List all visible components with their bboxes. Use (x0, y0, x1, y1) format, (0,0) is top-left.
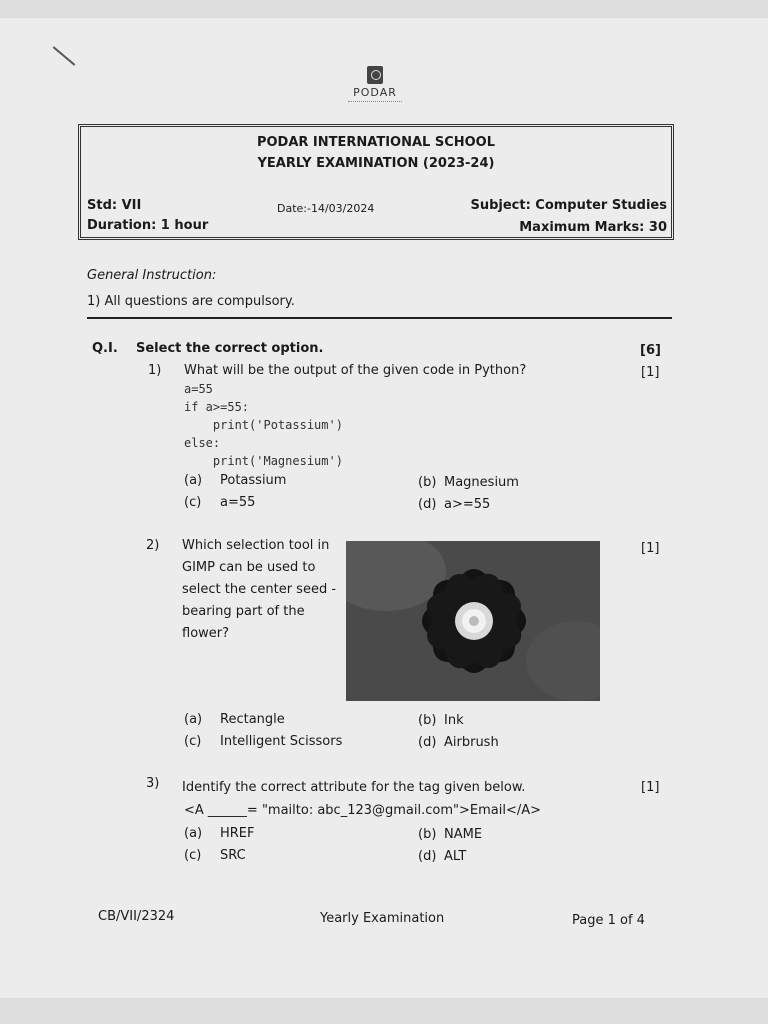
option-text: Airbrush (444, 735, 499, 750)
option-d (418, 849, 466, 864)
option-text: Rectangle (220, 712, 285, 727)
option-text: NAME (444, 827, 483, 842)
option-label: (a) (184, 826, 203, 841)
option-text: HREF (220, 826, 255, 841)
school-logo (340, 66, 410, 104)
option-b (418, 713, 464, 728)
instruction-item: 1) All questions are compulsory. (87, 294, 295, 309)
exam-header-box (78, 124, 674, 240)
option-label: (b) (418, 827, 437, 842)
footer-page-number: Page 1 of 4 (572, 913, 645, 928)
question-text-line: select the center seed - (182, 582, 337, 597)
section-number: Q.I. (92, 341, 118, 356)
question-marks: [1] (641, 541, 660, 556)
option-b (418, 827, 482, 842)
standard-label: Std: VII (87, 198, 142, 213)
section-marks: [6] (640, 343, 661, 358)
option-label: (a) (184, 712, 203, 727)
section-divider (87, 317, 672, 319)
subject-label: Subject: Computer Studies (470, 198, 667, 213)
question-number: 1) (148, 363, 162, 378)
question-text-line: Which selection tool in (182, 538, 330, 553)
question-text-line: GIMP can be used to (182, 560, 316, 575)
option-d (418, 497, 490, 512)
question-marks: [1] (641, 780, 660, 795)
exam-name: YEARLY EXAMINATION (2023-24) (257, 156, 495, 171)
question-tag-line: <A ______= "mailto: abc_123@gmail.com">Email</A> (184, 803, 542, 818)
question-number: 2) (146, 538, 160, 553)
question-text: What will be the output of the given code in Python? (184, 363, 527, 378)
option-label: (c) (184, 848, 202, 863)
option-label: (d) (418, 497, 437, 512)
option-label: (b) (418, 713, 437, 728)
option-text: Magnesium (444, 475, 519, 490)
logo-underline (348, 101, 402, 104)
footer-code: CB/VII/2324 (98, 909, 175, 924)
option-a (184, 826, 255, 841)
max-marks-label: Maximum Marks: 30 (519, 220, 667, 235)
option-text: Intelligent Scissors (220, 734, 343, 749)
option-text: Ink (444, 713, 464, 728)
option-label: (d) (418, 735, 437, 750)
option-text: a>=55 (444, 497, 491, 512)
option-text: SRC (220, 848, 246, 863)
footer-title: Yearly Examination (320, 911, 445, 926)
option-c (184, 495, 255, 510)
logo-emblem-icon (367, 66, 383, 84)
general-instruction-title: General Instruction: (87, 268, 217, 283)
option-label: (c) (184, 734, 202, 749)
duration-label: Duration: 1 hour (87, 218, 209, 233)
question-number: 3) (146, 776, 160, 791)
scan-mark (53, 46, 76, 66)
exam-date: Date:-14/03/2024 (277, 202, 375, 215)
question-text-line: flower? (182, 626, 230, 641)
option-text: ALT (444, 849, 467, 864)
option-a (184, 473, 286, 488)
option-label: (b) (418, 475, 437, 490)
option-c (184, 848, 246, 863)
python-code-block: a=55 if a>=55: print('Potassium') else: print('Magnesium') (184, 382, 343, 468)
question-text-line: bearing part of the (182, 604, 305, 619)
question-text (182, 536, 338, 644)
question-text: Identify the correct attribute for the tag given below. (182, 780, 526, 795)
option-b (418, 475, 519, 490)
option-text: a=55 (220, 495, 256, 510)
option-a (184, 712, 285, 727)
logo-text: PODAR (353, 86, 397, 99)
school-name: PODAR INTERNATIONAL SCHOOL (256, 135, 496, 150)
option-c (184, 734, 342, 749)
option-label: (c) (184, 495, 202, 510)
option-label: (d) (418, 849, 437, 864)
question-marks: [1] (641, 365, 660, 380)
option-d (418, 735, 499, 750)
flower-icon (346, 541, 600, 701)
section-title: Select the correct option. (136, 341, 324, 356)
flower-image (346, 541, 600, 701)
option-text: Potassium (220, 473, 287, 488)
option-label: (a) (184, 473, 203, 488)
